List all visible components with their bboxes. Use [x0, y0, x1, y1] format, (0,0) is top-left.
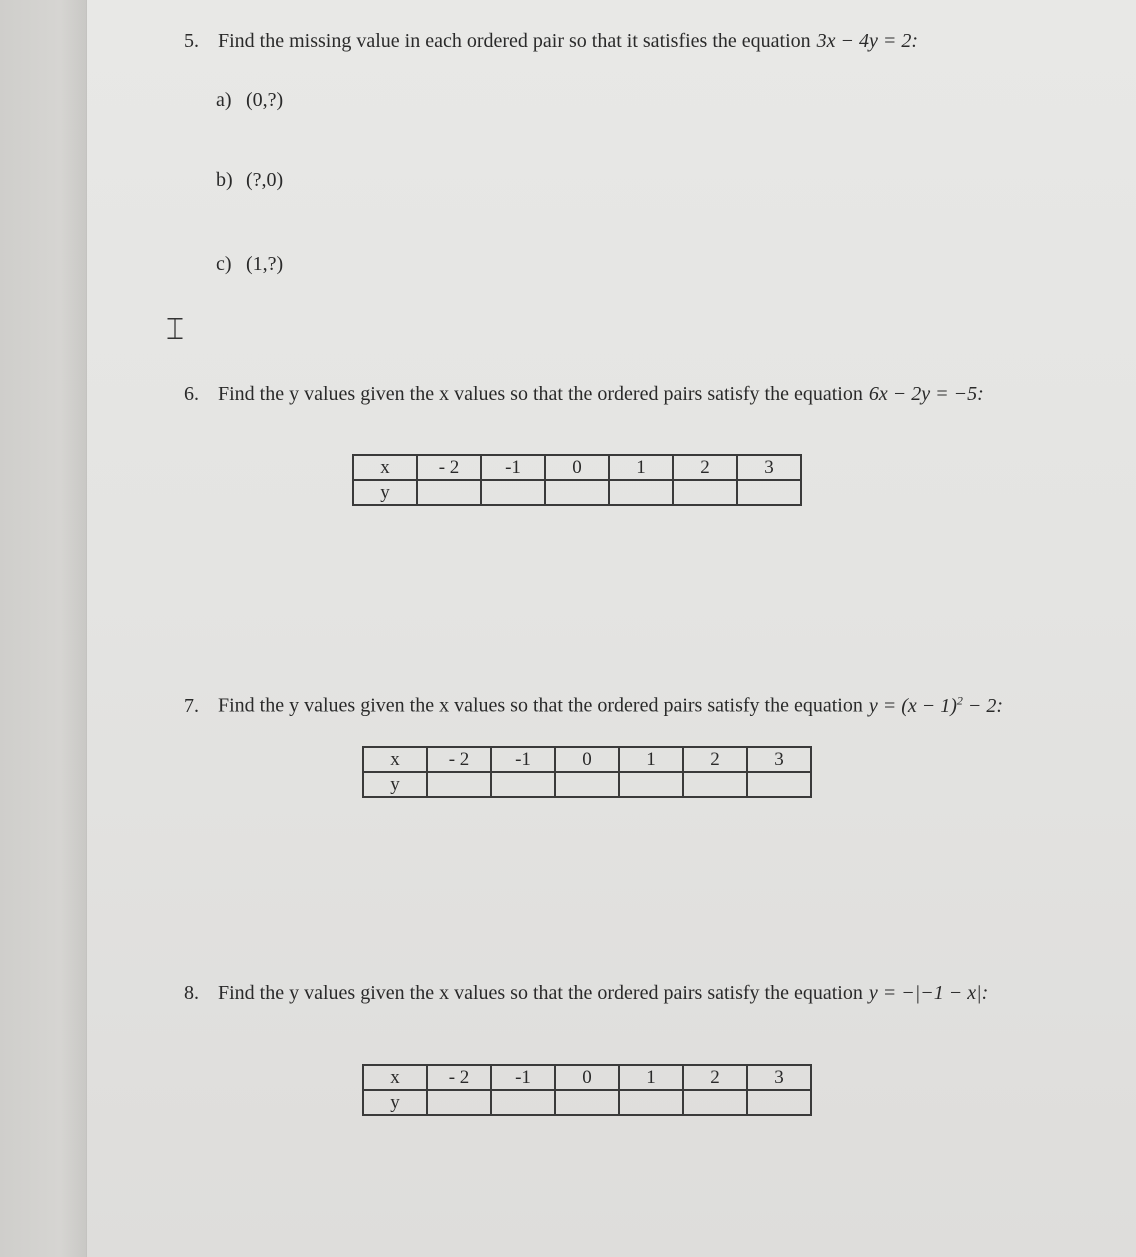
question-number: 8.: [184, 982, 199, 1004]
y-answer-cell[interactable]: [747, 1090, 811, 1115]
part-b: [216, 169, 283, 192]
x-value: 0: [555, 747, 619, 772]
question-7: [184, 693, 1003, 718]
question-number: 6.: [184, 383, 199, 405]
part-label: a): [216, 89, 232, 111]
y-answer-cell[interactable]: [683, 1090, 747, 1115]
y-answer-cell[interactable]: [673, 480, 737, 505]
x-value: - 2: [417, 455, 481, 480]
y-label: y: [363, 1090, 427, 1115]
x-value: 0: [555, 1065, 619, 1090]
part-label: b): [216, 169, 233, 191]
x-row: [363, 1065, 811, 1090]
q8-table: [362, 1064, 812, 1116]
text-cursor-icon: ⌶: [166, 312, 184, 347]
y-answer-cell[interactable]: [545, 480, 609, 505]
question-text: Find the y values given the x values so that the ordered pairs satisfy the equation: [218, 694, 863, 717]
x-value: 2: [683, 747, 747, 772]
equation: 3x − 4y = 2:: [816, 30, 919, 52]
question-text: Find the missing value in each ordered pair so that it satisfies the equation: [218, 30, 811, 52]
y-row: [363, 772, 811, 797]
ordered-pair: (?,0): [246, 169, 284, 191]
y-answer-cell[interactable]: [609, 480, 673, 505]
y-answer-cell[interactable]: [747, 772, 811, 797]
ordered-pair: (0,?): [246, 89, 284, 111]
x-value: -1: [491, 1065, 555, 1090]
x-value: 1: [619, 1065, 683, 1090]
part-c: [216, 253, 283, 276]
x-value: -1: [481, 455, 545, 480]
question-number: 7.: [184, 694, 199, 717]
x-value: 2: [673, 455, 737, 480]
y-answer-cell[interactable]: [491, 1090, 555, 1115]
question-6: [184, 383, 984, 406]
y-answer-cell[interactable]: [619, 772, 683, 797]
q6-table: [352, 454, 802, 506]
y-answer-cell[interactable]: [491, 772, 555, 797]
x-value: 0: [545, 455, 609, 480]
desk-background: [0, 0, 86, 1257]
equation: y = −|−1 − x|:: [868, 982, 989, 1004]
x-label: x: [363, 747, 427, 772]
equation: 6x − 2y = −5:: [868, 383, 984, 405]
x-value: 3: [737, 455, 801, 480]
x-value: - 2: [427, 747, 491, 772]
y-answer-cell[interactable]: [619, 1090, 683, 1115]
question-number: 5.: [184, 30, 199, 52]
part-label: c): [216, 253, 232, 275]
equation-exponent: 2: [956, 693, 963, 707]
y-answer-cell[interactable]: [481, 480, 545, 505]
y-label: y: [363, 772, 427, 797]
x-value: -1: [491, 747, 555, 772]
ordered-pair: (1,?): [246, 253, 284, 275]
question-text: Find the y values given the x values so that the ordered pairs satisfy the equation: [218, 383, 863, 405]
y-answer-cell[interactable]: [737, 480, 801, 505]
y-answer-cell[interactable]: [555, 772, 619, 797]
question-text: Find the y values given the x values so that the ordered pairs satisfy the equation: [218, 982, 863, 1004]
y-answer-cell[interactable]: [555, 1090, 619, 1115]
question-5: [184, 30, 918, 53]
x-value: 3: [747, 747, 811, 772]
x-value: 1: [619, 747, 683, 772]
x-row: [363, 747, 811, 772]
x-row: [353, 455, 801, 480]
x-value: 3: [747, 1065, 811, 1090]
x-label: x: [363, 1065, 427, 1090]
x-value: 2: [683, 1065, 747, 1090]
y-answer-cell[interactable]: [417, 480, 481, 505]
y-row: [363, 1090, 811, 1115]
question-8: [184, 982, 988, 1005]
x-value: - 2: [427, 1065, 491, 1090]
equation: [869, 695, 1003, 717]
part-a: [216, 89, 283, 112]
x-label: x: [353, 455, 417, 480]
x-value: 1: [609, 455, 673, 480]
y-answer-cell[interactable]: [427, 1090, 491, 1115]
y-answer-cell[interactable]: [683, 772, 747, 797]
equation-tail: − 2:: [962, 694, 1004, 717]
equation-base: y = (x − 1): [868, 694, 957, 717]
y-label: y: [353, 480, 417, 505]
q7-table: [362, 746, 812, 798]
y-row: [353, 480, 801, 505]
y-answer-cell[interactable]: [427, 772, 491, 797]
